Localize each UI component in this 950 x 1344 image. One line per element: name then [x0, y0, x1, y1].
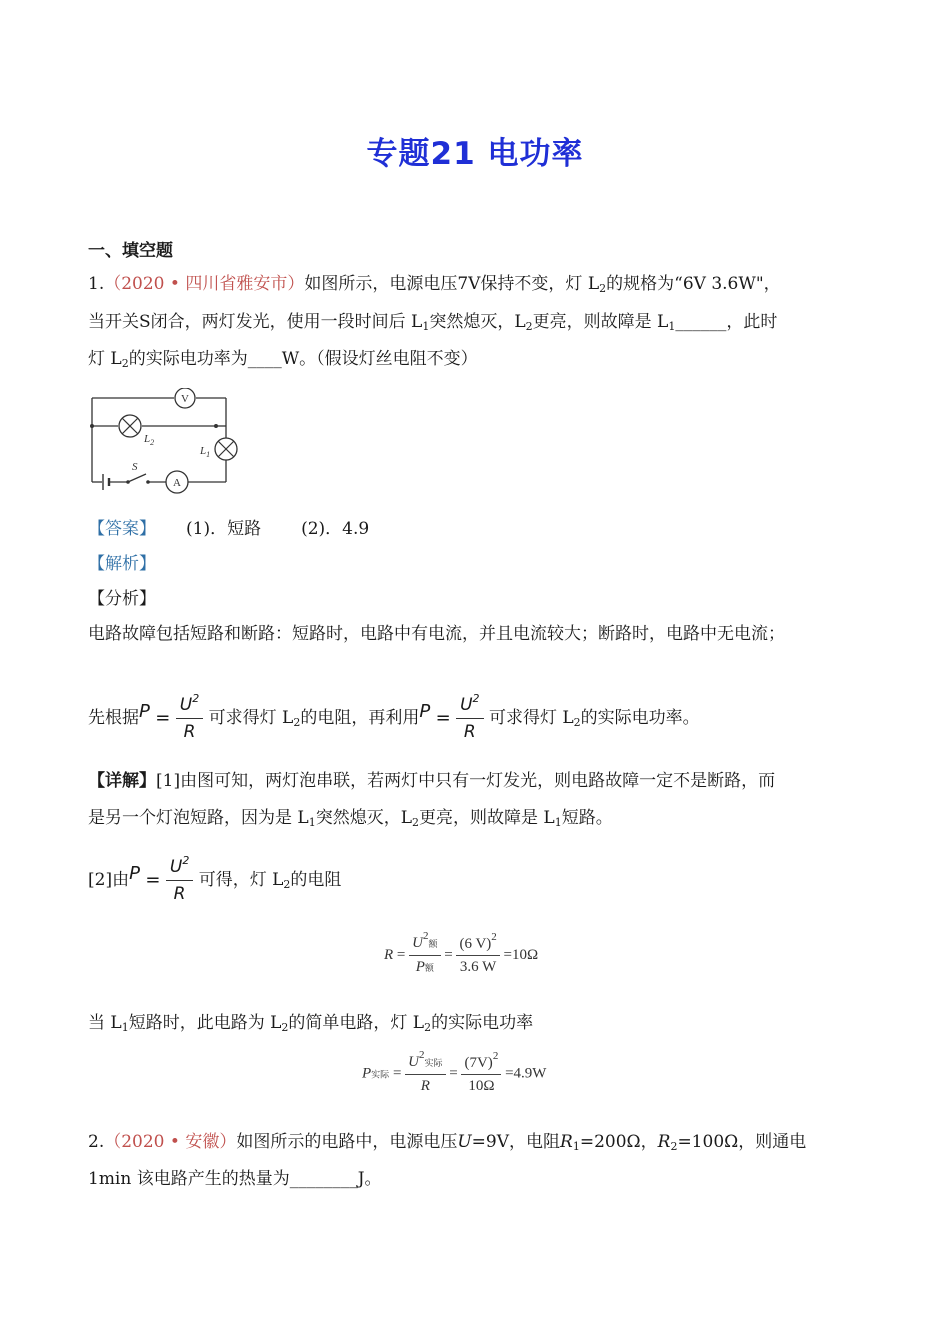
lamp-l1-label: $L_1$	[200, 445, 211, 459]
analysis-text: 可求得灯 L	[488, 708, 574, 728]
formula-P: P	[362, 1065, 372, 1082]
text: 的简单电路，灯 L	[288, 1013, 425, 1033]
detail-label: 【详解】	[88, 771, 156, 791]
subscript: 2	[412, 816, 419, 829]
q1-number: 1.	[88, 274, 105, 294]
subscript: 2	[670, 1140, 678, 1153]
detail-text: 的电阻	[290, 870, 342, 890]
actual-subscript: 实际	[424, 1058, 443, 1068]
superscript: 2	[472, 692, 480, 705]
q1-text: 更亮，则故障是 L	[532, 312, 669, 332]
formula-fraction	[461, 1049, 501, 1097]
text: 的实际电功率	[431, 1013, 534, 1033]
formula-eq: =	[145, 869, 161, 891]
q2-text: =9V，电阻	[471, 1132, 561, 1152]
section-heading: 一、填空题	[88, 241, 173, 261]
q2-number: 2.	[88, 1132, 105, 1152]
analysis-text: 先根据	[88, 708, 139, 728]
q2-source: （2020 • 安徽）	[104, 1132, 237, 1152]
subscript: 1	[554, 816, 562, 829]
subscript: 1	[121, 1021, 129, 1034]
fenxi-label: 【分析】	[88, 589, 156, 609]
formula-U: U	[408, 1054, 419, 1070]
subscript: 2	[525, 320, 533, 333]
q1-text: ______，此时	[675, 312, 778, 332]
q1-line-3	[88, 348, 478, 370]
formula-P: P	[139, 701, 150, 722]
ammeter-label: A	[173, 477, 181, 489]
subscript: 1	[668, 320, 676, 333]
subscript: 2	[281, 1021, 289, 1034]
analysis-text: 可求得灯 L	[208, 708, 294, 728]
q2-var-R2: R	[657, 1132, 671, 1152]
formula-eq: =	[396, 946, 406, 963]
formula-power	[362, 1051, 546, 1097]
q2-line-2: 1min 该电路产生的热量为________J。	[88, 1169, 382, 1189]
analysis-line-2	[88, 684, 700, 747]
formula-resistance	[384, 932, 538, 979]
rated-subscript: 额	[428, 939, 438, 949]
junction-dot	[214, 424, 218, 428]
q1-text: 灯 L	[88, 349, 122, 369]
q1-text: 的规格为“6V 3.6W"，	[606, 274, 781, 294]
formula-U: U	[460, 695, 473, 715]
subscript: 2	[121, 357, 129, 370]
detail-text: 短路。	[561, 808, 613, 828]
formula-denominator: 3.6 W	[459, 959, 497, 975]
answer-part-1: (1)．短路	[186, 519, 262, 539]
q1-text: 如图所示，电源电压7V保持不变，灯 L	[304, 274, 600, 294]
formula-fraction	[405, 1051, 445, 1097]
q1-line-1	[88, 273, 781, 295]
formula-R: R	[183, 722, 196, 742]
formula-eq: =	[449, 1065, 458, 1082]
circuit-diagram	[86, 388, 246, 494]
formula-eq: =	[444, 946, 453, 963]
formula-R: R	[384, 946, 394, 963]
superscript: 2	[422, 930, 429, 942]
q2-text: =100Ω，则通电	[677, 1132, 807, 1152]
rated-subscript: 额	[424, 963, 434, 973]
formula-P: P	[415, 959, 425, 975]
detail-line-2	[88, 807, 613, 829]
formula-eq: =	[435, 707, 451, 729]
formula-denominator: 10Ω	[468, 1077, 495, 1094]
subscript: 1	[422, 320, 430, 333]
detail-text: 更亮，则故障是 L	[419, 808, 555, 828]
detail-line-1	[88, 770, 775, 792]
subscript: 2	[283, 878, 291, 891]
formula-numerator: (6 V)	[459, 936, 492, 952]
formula-P: P	[419, 701, 431, 722]
formula-U: U	[179, 695, 193, 715]
analysis-line-1: 电路故障包括短路和断路：短路时，电路中有电流，并且电流较大；断路时，电路中无电流；	[88, 624, 785, 644]
subscript: 2	[424, 1021, 432, 1034]
q2-text: =200Ω，	[579, 1132, 658, 1152]
detail-text: [2]由	[88, 870, 130, 890]
q2-var-U: U	[457, 1132, 472, 1152]
q1-text: 突然熄灭，L	[429, 312, 526, 332]
detail-line-3	[88, 846, 341, 909]
formula-P: P	[129, 863, 140, 884]
answer-part-2: (2)．4.9	[301, 519, 370, 539]
formula-eq: =	[392, 1065, 402, 1082]
formula-fraction	[166, 854, 193, 907]
analysis-text: 的电阻，再利用	[300, 708, 420, 728]
formula-U: U	[412, 935, 423, 951]
voltmeter-label: V	[181, 393, 189, 405]
subscript: 2	[293, 716, 301, 729]
lamp-l2-label: $L_2$	[144, 433, 155, 447]
subscript: 1	[572, 1140, 580, 1153]
subscript: 2	[599, 282, 607, 295]
superscript: 2	[491, 931, 497, 943]
text: 当 L	[88, 1013, 122, 1033]
formula-result: =4.9W	[505, 1065, 547, 1082]
detail-text: 突然熄灭，L	[315, 808, 412, 828]
formula-R: R	[420, 1078, 430, 1094]
detail-text: 是另一个灯泡短路，因为是 L	[88, 808, 309, 828]
q2-text: 如图所示的电路中，电源电压	[236, 1132, 458, 1152]
q2-var-R1: R	[560, 1132, 573, 1152]
answer-label: 【答案】	[88, 519, 156, 539]
page-title: 专题21 电功率	[366, 136, 584, 172]
q1-text: 当开关S闭合，两灯发光，使用一段时间后 L	[88, 312, 423, 332]
actual-subscript: 实际	[371, 1069, 390, 1080]
text: 短路时，此电路为 L	[128, 1013, 282, 1033]
formula-numerator: (7V)	[464, 1054, 493, 1071]
formula-fraction	[456, 933, 499, 978]
formula-R: R	[463, 722, 476, 742]
formula-eq: =	[155, 707, 171, 729]
superscript: 2	[419, 1049, 425, 1061]
q2-line-1	[88, 1131, 806, 1153]
q1-source: （2020 • 四川省雅安市）	[104, 274, 305, 294]
formula-fraction	[409, 932, 440, 979]
superscript: 2	[492, 1049, 499, 1062]
junction-dot	[90, 424, 94, 428]
jiexi-label: 【解析】	[88, 554, 156, 574]
formula-result: =10Ω	[503, 946, 539, 963]
formula-R: R	[173, 884, 186, 904]
q1-line-2	[88, 311, 777, 333]
switch-label: S	[132, 461, 138, 473]
line-after-formula	[88, 1012, 533, 1034]
detail-text: [1]由图可知，两灯泡串联，若两灯中只有一灯发光，则电路故障一定不是断路，而	[156, 771, 776, 791]
q1-text: 的实际电功率为____W。（假设灯丝电阻不变）	[128, 349, 478, 369]
subscript: 1	[308, 816, 316, 829]
formula-fraction	[176, 692, 203, 745]
detail-text: 可得，灯 L	[198, 870, 284, 890]
subscript: 2	[573, 716, 581, 729]
formula-U: U	[169, 857, 183, 877]
analysis-text: 的实际电功率。	[580, 708, 700, 728]
formula-fraction	[456, 692, 483, 745]
superscript: 2	[182, 854, 190, 867]
superscript: 2	[192, 692, 200, 705]
answer-line	[88, 518, 369, 540]
